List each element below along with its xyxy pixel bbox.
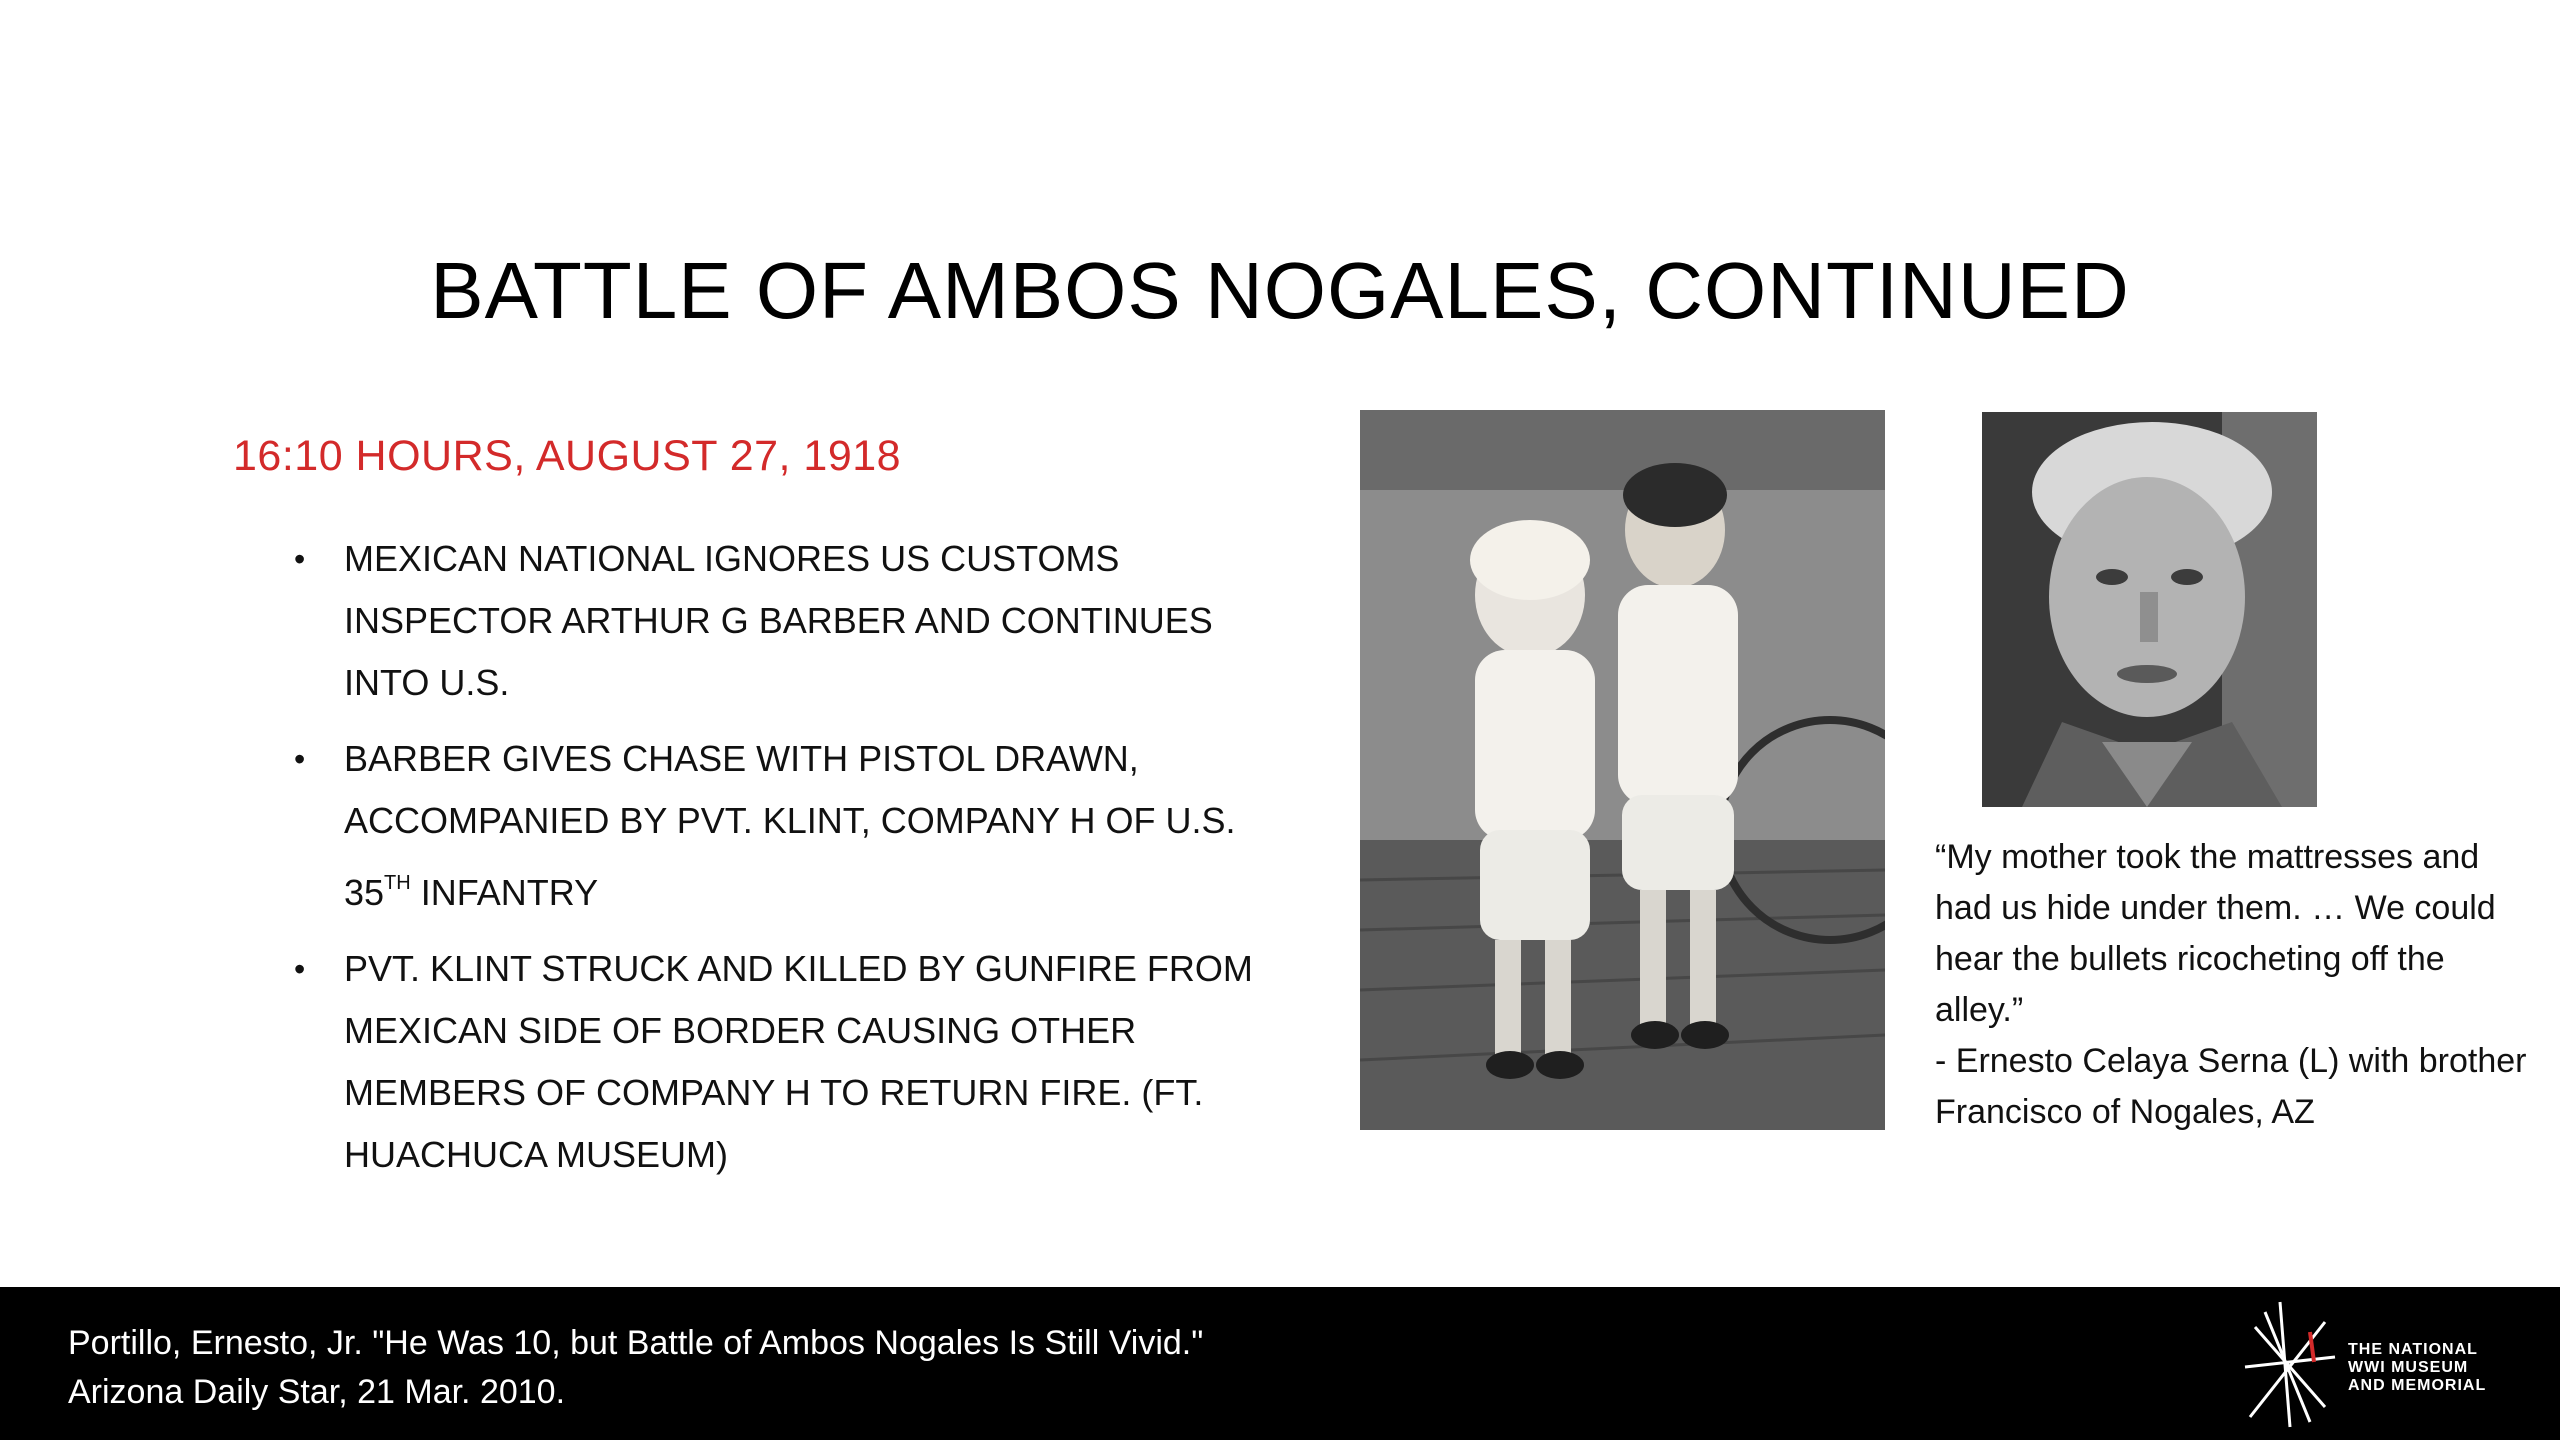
quote-text: “My mother took the mattresses and had us hide under them. … We could hear the bullets ricocheting off the alley.” [1935,838,2496,1029]
bullet-dot-icon: • [294,741,306,777]
citation-line-1: Portillo, Ernesto, Jr. "He Was 10, but Battle of Ambos Nogales Is Still Vivid." [68,1324,1204,1362]
footer-bar [0,1287,2560,1440]
quote-attribution: - Ernesto Celaya Serna (L) with brother Francisco of Nogales, AZ [1935,1042,2527,1131]
bullet-superscript: TH [384,872,411,894]
children-illustration [1360,410,1885,1130]
quote-block [1935,832,2535,1138]
bullet-dot-icon: • [294,541,306,577]
citation-line-2: Arizona Daily Star, 21 Mar. 2010. [68,1373,566,1411]
photo-children [1360,410,1885,1130]
bullet-item [290,938,1290,1186]
bullet-text: BARBER GIVES CHASE WITH PISTOL DRAWN, ACCOMPANIED BY PVT. KLINT, COMPANY H OF U.S. 35 [344,738,1236,913]
bullet-text: PVT. KLINT STRUCK AND KILLED BY GUNFIRE FROM MEXICAN SIDE OF BORDER CAUSING OTHER MEMBERS OF COMPANY H TO RETURN FIRE. (FT. HUACHUCA MUSEUM) [344,948,1253,1175]
bullet-text: MEXICAN NATIONAL IGNORES US CUSTOMS INSPECTOR ARTHUR G BARBER AND CONTINUES INTO U.S. [344,538,1213,703]
museum-logo-text: THE NATIONAL WWI MUSEUM AND MEMORIAL [2348,1341,2487,1394]
slide-title: BATTLE OF AMBOS NOGALES, CONTINUED [430,246,2130,335]
museum-logo [2240,1297,2540,1432]
bullet-item [290,728,1290,924]
bullet-dot-icon: • [294,951,306,987]
bullet-item [290,528,1290,714]
portrait-illustration [1982,412,2317,807]
museum-logo-icon [2240,1297,2340,1432]
slide-subtitle: 16:10 HOURS, AUGUST 27, 1918 [233,432,902,480]
bullet-list [290,528,1290,1200]
citation [68,1319,1203,1417]
photo-elder-portrait [1982,412,2317,807]
bullet-text-end: INFANTRY [410,872,599,913]
